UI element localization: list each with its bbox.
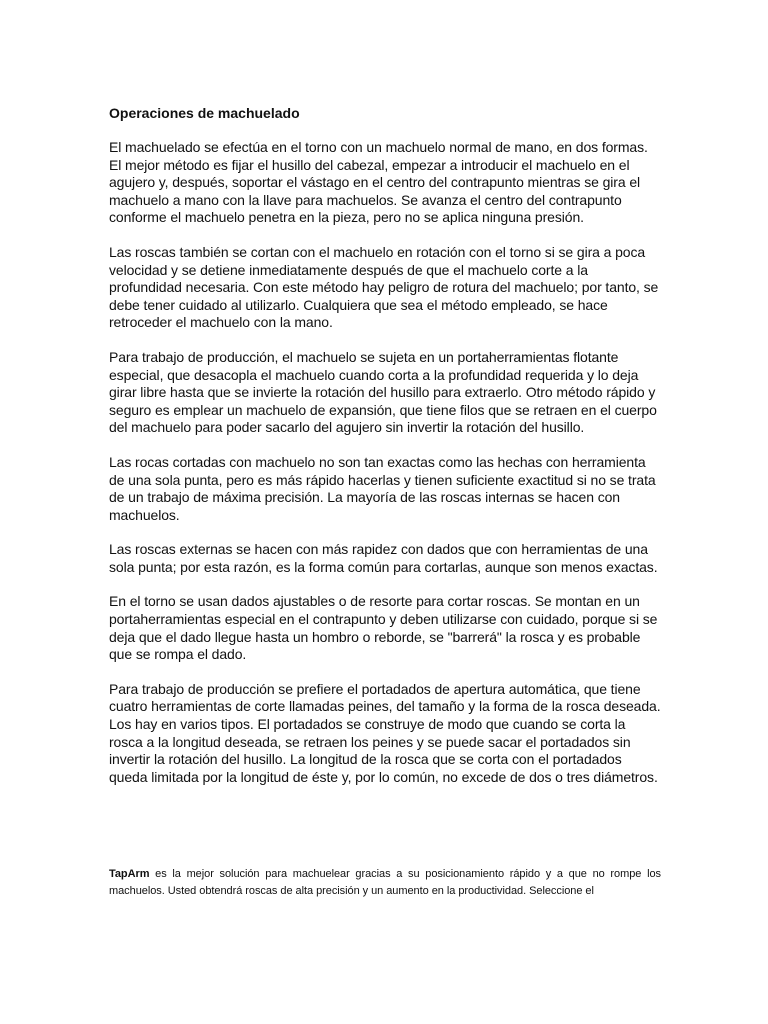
document-title: Operaciones de machuelado — [109, 105, 300, 121]
paragraph: Para trabajo de producción se prefiere el portadados de apertura automática, que tiene cuatro herramientas de corte llamadas peines, del tamaño y la forma de la rosca deseada. Los hay en varios tipos. El portadados se construye de modo que cuando se corta la rosca a la longitud deseada, se retraen los peines y se puede sacar el portadados sin invertir la rotación del husillo. La longitud de la rosca que se corta con el portadados queda limitada por la longitud de éste y, por lo común, no excede de dos o tres diámetros. — [109, 680, 661, 785]
paragraph: Para trabajo de producción, el machuelo se sujeta en un portaherramientas flotante especial, que desacopla el machuelo cuando corta a la profundidad requerida y lo deja girar libre hasta que se invierte la rotación del husillo para extraerlo. Otro método rápido y seguro es emplear un machuelo de expansión, que tiene filos que se retraen en el cuerpo del machuelo para poder sacarlo del agujero sin invertir la rotación del husillo. — [109, 348, 657, 436]
paragraph: Las roscas también se cortan con el machuelo en rotación con el torno si se gira a poca velocidad y se detiene inmediatamente después de que el machuelo corte a la profundidad necesaria. Con este método hay peligro de rotura del machuelo; por tanto, se debe tener cuidado al utilizarlo. Cualquiera que sea el método empleado, se hace retroceder el machuelo con la mano. — [109, 243, 659, 331]
footer-text: es la mejor solución para machuelear gracias a su posicionamiento rápido y a que no rompe los machuelos. Usted obtendrá roscas de alta precisión y un aumento en la productividad. Seleccione el — [109, 868, 661, 897]
document-body — [109, 104, 661, 803]
footer-brand: TapArm — [109, 868, 150, 880]
paragraph: Las roscas externas se hacen con más rapidez con dados que con herramientas de una sola punta; por esta razón, es la forma común para cortarlas, aunque son menos exactas. — [109, 541, 658, 575]
footer-note — [109, 866, 661, 900]
paragraph: El machuelado se efectúa en el torno con un machuelo normal de mano, en dos formas. El mejor método es fijar el husillo del cabezal, empezar a introducir el machuelo en el agujero y, después, soportar el vástago en el centro del contrapunto mientras se gira el machuelo a mano con la llave para machuelos. Se avanza el centro del contrapunto conforme el machuelo penetra en la pieza, pero no se aplica ninguna presión. — [109, 139, 648, 226]
paragraph: Las rocas cortadas con machuelo no son tan exactas como las hechas con herramienta de una sola punta, pero es más rápido hacerlas y tienen suficiente exactitud si no se trata de un trabajo de máxima precisión. La mayoría de las roscas internas se hacen con machuelos. — [109, 453, 656, 523]
paragraph: En el torno se usan dados ajustables o de resorte para cortar roscas. Se montan en un portaherramientas especial en el contrapunto y deben utilizarse con cuidado, porque si se deja que el dado llegue hasta un hombro o reborde, se "barrerá" la rosca y es probable que se rompa el dado. — [109, 593, 658, 663]
